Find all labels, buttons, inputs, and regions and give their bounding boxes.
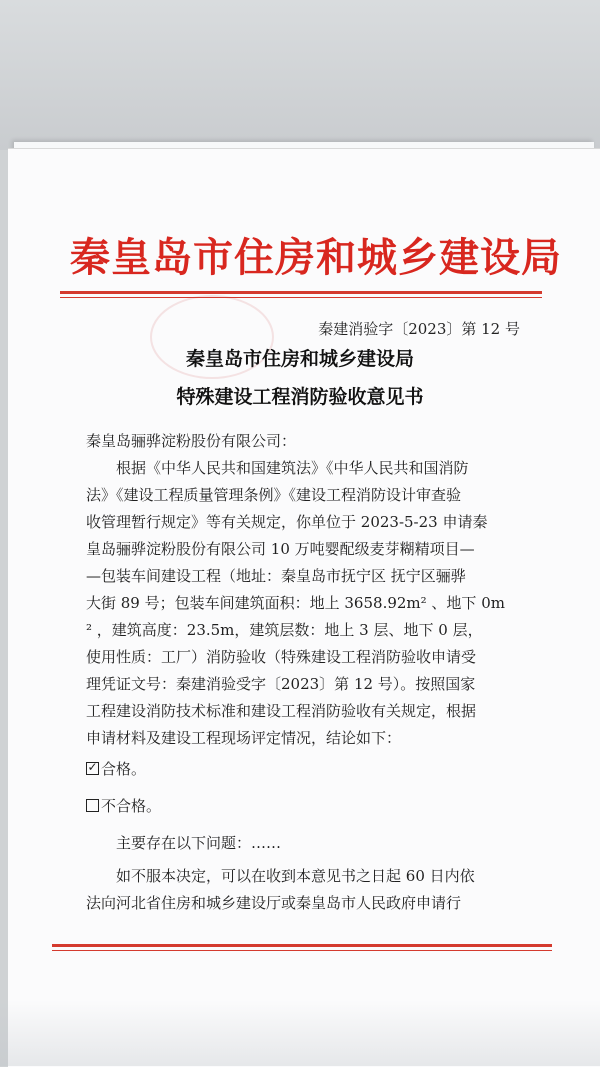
- body-line: 法》《建设工程质量管理条例》《建设工程消防设计审查验: [86, 486, 462, 504]
- addressee: 秦皇岛骊骅淀粉股份有限公司：: [86, 432, 297, 450]
- issues-line: 主要存在以下问题：……: [116, 834, 282, 852]
- appeal-line: 法向河北省住房和城乡建设厅或秦皇岛市人民政府申请行: [86, 894, 462, 912]
- body-line: 根据《中华人民共和国建筑法》《中华人民共和国消防: [116, 459, 469, 477]
- red-rule-bottom-thin: [52, 950, 552, 951]
- option-pass-label: 合格。: [101, 760, 147, 778]
- option-fail-label: 不合格。: [101, 797, 162, 815]
- body-line: —包装车间建设工程（地址：秦皇岛市抚宁区 抚宁区骊骅: [86, 567, 466, 585]
- title-line-2: 特殊建设工程消防验收意见书: [176, 386, 424, 408]
- appeal-line: 如不服本决定，可以在收到本意见书之日起 60 日内依: [116, 867, 475, 885]
- body-line: 皇岛骊骅淀粉股份有限公司 10 万吨婴配级麦芽糊精项目—: [86, 540, 475, 558]
- red-rule-thick: [60, 291, 542, 294]
- checked-box-icon: ✓: [87, 760, 98, 774]
- body-line: 工程建设消防技术标准和建设工程消防验收有关规定，根据: [86, 702, 477, 720]
- background: [0, 0, 600, 150]
- agency-header: 秦皇岛市住房和城乡建设局: [70, 235, 562, 281]
- option-fail: [86, 789, 496, 826]
- option-pass: [86, 752, 496, 789]
- red-rule-bottom-thick: [52, 944, 552, 947]
- body-line: ² ，建筑高度：23.5m，建筑层数：地上 3 层、地下 0 层，: [86, 621, 483, 639]
- body-line: 大街 89 号；包装车间建筑面积：地上 3658.92m² 、地下 0m: [86, 594, 505, 612]
- body-line: 使用性质：工厂）消防验收（特殊建设工程消防验收申请受: [86, 648, 477, 666]
- empty-box-icon: [86, 799, 99, 812]
- body-line: 收管理暂行规定》等有关规定，你单位于 2023-5-23 申请秦: [86, 513, 488, 531]
- letter-body: [86, 428, 505, 917]
- title-line-1: 秦皇岛市住房和城乡建设局: [185, 348, 414, 370]
- body-line: 理凭证文号：秦建消验受字〔2023〕第 12 号）。按照国家: [86, 675, 476, 693]
- body-line: 申请材料及建设工程现场评定情况，结论如下：: [86, 729, 402, 747]
- red-rule-thin: [60, 297, 542, 298]
- document-number: 秦建消验字〔2023〕第 12 号: [318, 320, 520, 338]
- bottom-shadow: [0, 1000, 600, 1066]
